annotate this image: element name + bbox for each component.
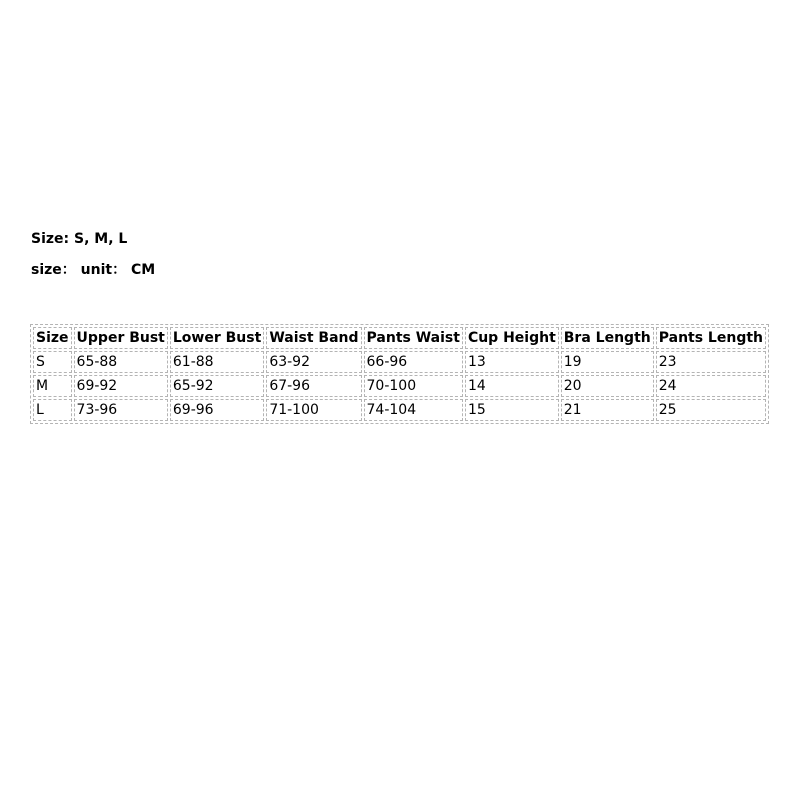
table-cell: 69-96 <box>170 399 264 421</box>
table-cell: 73-96 <box>74 399 168 421</box>
table-cell: 65-88 <box>74 351 168 373</box>
table-cell: 25 <box>656 399 766 421</box>
table-cell: M <box>33 375 72 397</box>
column-header-size: Size <box>33 327 72 349</box>
table-cell: 67-96 <box>266 375 361 397</box>
table-cell: 66-96 <box>364 351 463 373</box>
table-header-row <box>33 327 766 349</box>
table-cell: 65-92 <box>170 375 264 397</box>
table-cell: 19 <box>561 351 654 373</box>
table-cell: 63-92 <box>266 351 361 373</box>
column-header-waist-band: Waist Band <box>266 327 361 349</box>
table-cell: 14 <box>465 375 559 397</box>
table-cell: 15 <box>465 399 559 421</box>
table-row <box>33 375 766 397</box>
size-chart-table <box>30 324 769 424</box>
table-cell: 24 <box>656 375 766 397</box>
column-header-pants-waist: Pants Waist <box>364 327 463 349</box>
table-cell: 69-92 <box>74 375 168 397</box>
table-cell: 13 <box>465 351 559 373</box>
table-cell: 74-104 <box>364 399 463 421</box>
column-header-pants-length: Pants Length <box>656 327 766 349</box>
column-header-lower-bust: Lower Bust <box>170 327 264 349</box>
table-cell: S <box>33 351 72 373</box>
size-unit-text: size： unit： CM <box>31 262 156 278</box>
column-header-bra-length: Bra Length <box>561 327 654 349</box>
available-sizes-text: Size: S, M, L <box>31 231 128 247</box>
table-cell: 61-88 <box>170 351 264 373</box>
table-cell: 23 <box>656 351 766 373</box>
table-row <box>33 399 766 421</box>
table-cell: 70-100 <box>364 375 463 397</box>
column-header-upper-bust: Upper Bust <box>74 327 168 349</box>
column-header-cup-height: Cup Height <box>465 327 559 349</box>
table-cell: 21 <box>561 399 654 421</box>
table-cell: L <box>33 399 72 421</box>
table-cell: 20 <box>561 375 654 397</box>
table-row <box>33 351 766 373</box>
table-cell: 71-100 <box>266 399 361 421</box>
